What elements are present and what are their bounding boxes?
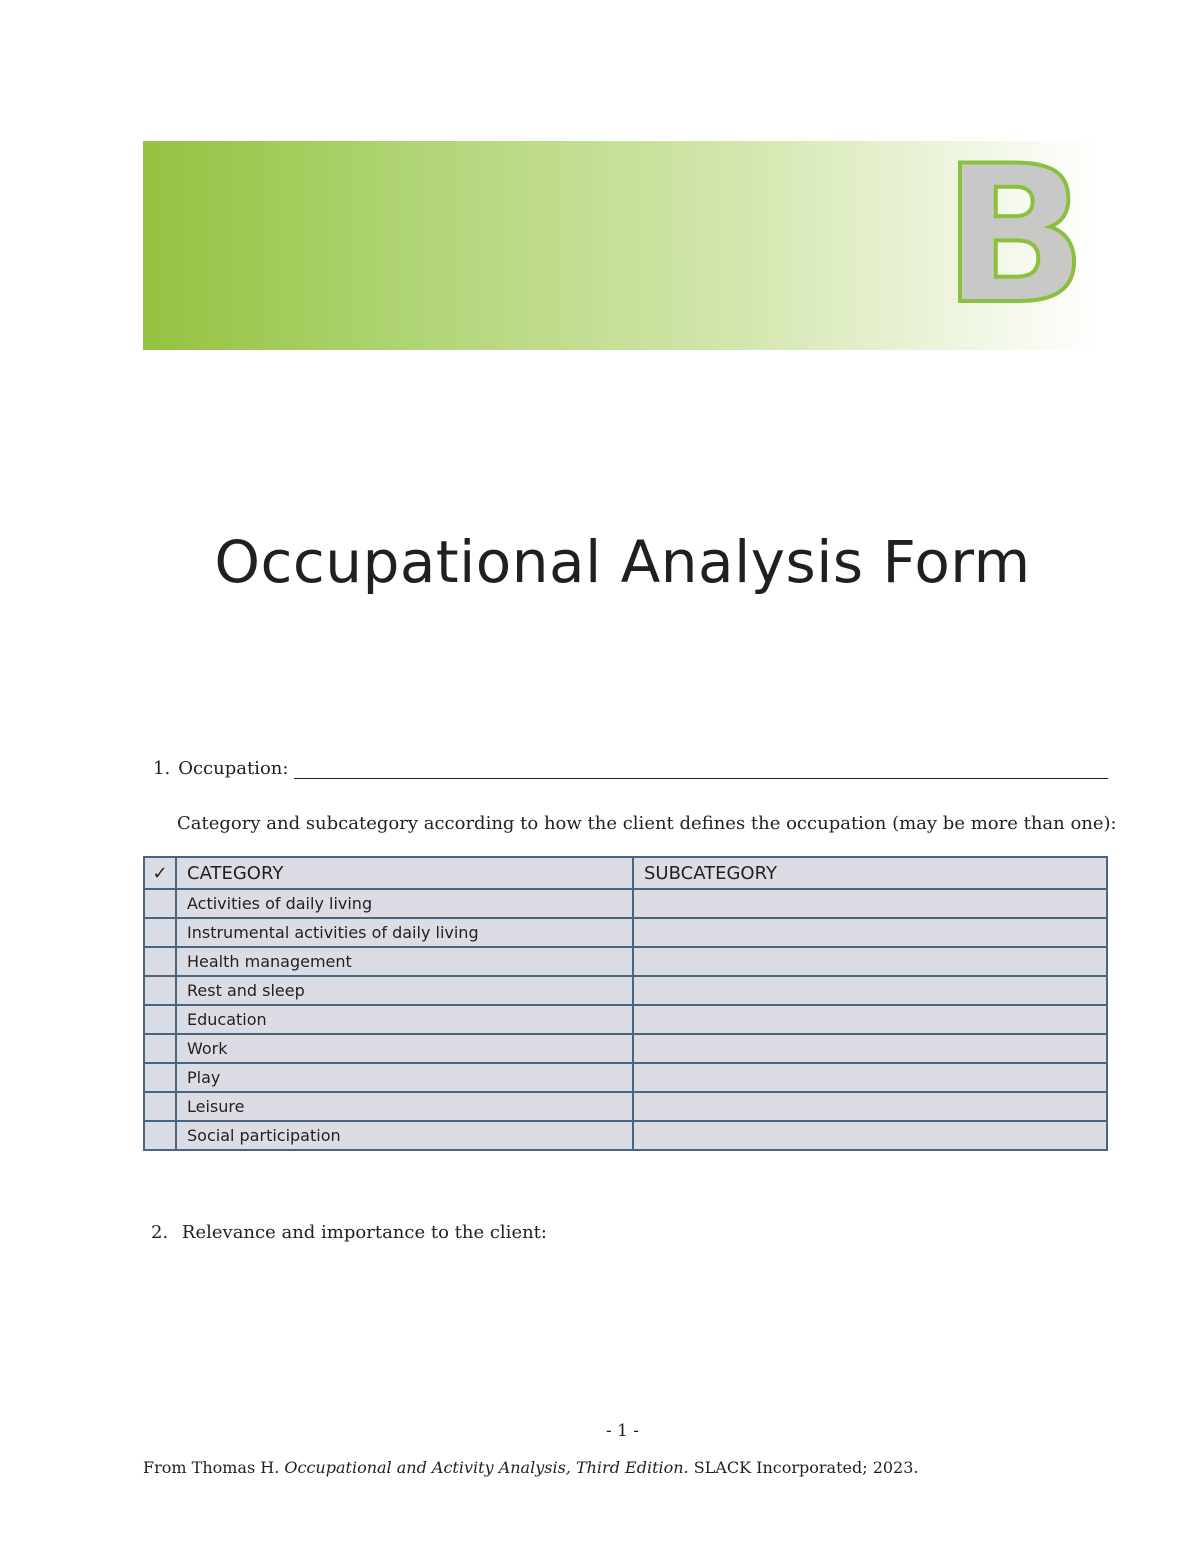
category-cell: Leisure [176,1092,633,1121]
category-cell: Work [176,1034,633,1063]
subcategory-cell[interactable] [633,1063,1107,1092]
category-cell: Education [176,1005,633,1034]
category-cell: Rest and sleep [176,976,633,1005]
row-checkbox[interactable] [144,1092,176,1121]
occupation-label: Occupation: [178,758,289,779]
subcategory-cell[interactable] [633,889,1107,918]
category-cell: Instrumental activities of daily living [176,918,633,947]
table-row [144,976,1107,1005]
row-checkbox[interactable] [144,976,176,1005]
category-table [143,856,1108,1151]
row-checkbox[interactable] [144,918,176,947]
citation [143,1458,919,1477]
table-header-row [144,857,1107,889]
category-cell: Health management [176,947,633,976]
subcategory-cell[interactable] [633,1005,1107,1034]
row-checkbox[interactable] [144,1034,176,1063]
table-row [144,918,1107,947]
citation-prefix: From Thomas H. [143,1458,285,1477]
row-checkbox[interactable] [144,947,176,976]
appendix-letter: B [942,151,1088,331]
row-checkbox[interactable] [144,1121,176,1150]
category-cell: Social participation [176,1121,633,1150]
table-row [144,889,1107,918]
page-number: - 1 - [605,1421,640,1441]
row-checkbox[interactable] [144,1063,176,1092]
subcategory-cell[interactable] [633,947,1107,976]
table-row [144,1034,1107,1063]
subcategory-cell[interactable] [633,1121,1107,1150]
category-cell: Activities of daily living [176,889,633,918]
category-instructions: Category and subcategory according to how the client defines the occupation (may be more than one): [177,813,1117,834]
subcategory-cell[interactable] [633,1092,1107,1121]
appendix-letter-icon [930,151,1100,331]
row-checkbox[interactable] [144,1005,176,1034]
table-row [144,1121,1107,1150]
category-column-header: CATEGORY [176,857,633,889]
subcategory-cell[interactable] [633,918,1107,947]
category-cell: Play [176,1063,633,1092]
subcategory-cell[interactable] [633,976,1107,1005]
row-checkbox[interactable] [144,889,176,918]
occupation-question [153,758,1108,779]
citation-suffix: . SLACK Incorporated; 2023. [683,1458,919,1477]
chapter-banner [143,141,1100,350]
occupation-answer-line[interactable] [294,758,1108,779]
relevance-label: Relevance and importance to the client: [181,1222,547,1243]
page-title: Occupational Analysis Form [214,528,1031,596]
table-body [144,889,1107,1150]
table-row [144,947,1107,976]
table-row [144,1005,1107,1034]
citation-book-title: Occupational and Activity Analysis, Third Edition [284,1458,684,1477]
question-number: 1. [153,758,171,779]
relevance-question [151,1222,547,1243]
question-number: 2. [151,1222,169,1243]
subcategory-column-header: SUBCATEGORY [633,857,1107,889]
table-row [144,1092,1107,1121]
check-column-header: ✓ [144,857,176,889]
subcategory-cell[interactable] [633,1034,1107,1063]
table-row [144,1063,1107,1092]
